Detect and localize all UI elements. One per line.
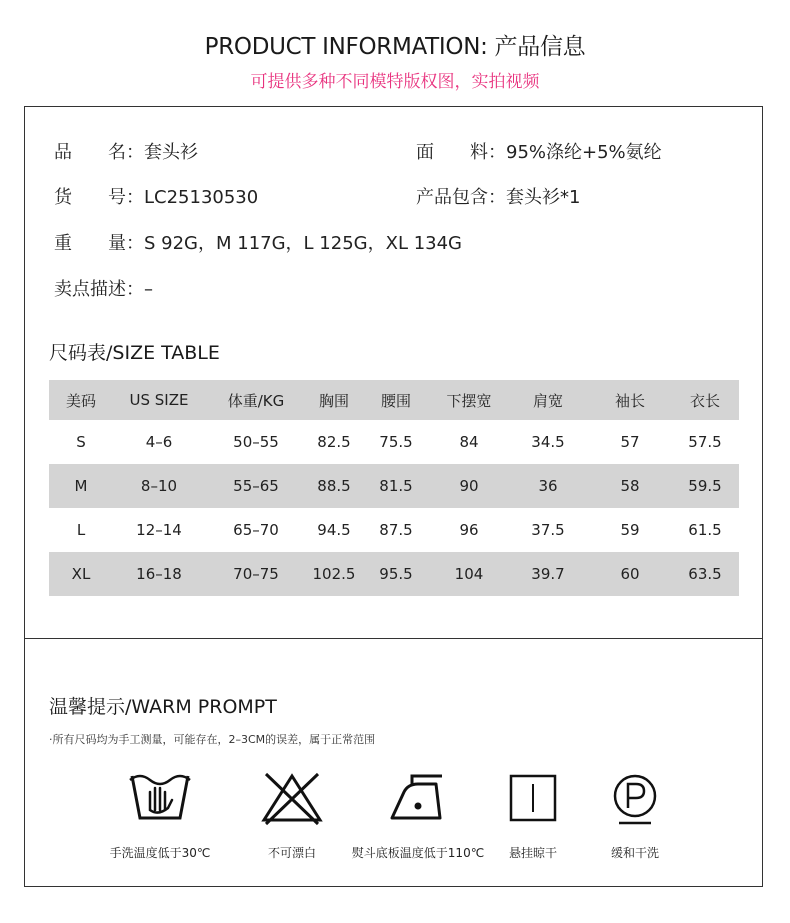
table-cell: 36 <box>507 464 589 508</box>
size-table <box>49 380 739 596</box>
hand-wash-icon <box>90 770 230 826</box>
table-header-row <box>49 380 739 420</box>
table-cell: 57 <box>620 433 640 451</box>
warm-prompt-title: 温馨提示/WARM PROMPT <box>49 696 277 718</box>
sku-label: 货 号： <box>54 187 144 208</box>
table-cell: 8–10 <box>113 464 205 508</box>
table-cell: 96 <box>459 521 479 539</box>
table-cell: 59.5 <box>671 464 739 508</box>
table-cell: 50–55 <box>233 433 279 451</box>
column-header: 衣长 <box>671 380 739 420</box>
dry-clean-p-icon <box>565 770 705 826</box>
table-row <box>49 420 739 464</box>
table-cell: 94.5 <box>317 521 351 539</box>
contents-row <box>416 183 580 209</box>
fabric-row <box>416 138 662 164</box>
table-cell: S <box>76 433 86 451</box>
table-cell: 102.5 <box>307 552 361 596</box>
section-divider <box>24 638 763 639</box>
table-cell: 58 <box>589 464 671 508</box>
table-cell: 81.5 <box>361 464 431 508</box>
fabric-label: 面 料： <box>416 142 506 163</box>
product-name-label: 品 名： <box>54 142 144 163</box>
column-header: US SIZE <box>113 380 205 420</box>
table-cell: 82.5 <box>317 433 351 451</box>
sku-row <box>54 183 258 209</box>
table-cell: 88.5 <box>307 464 361 508</box>
care-item-hand-wash <box>90 770 230 861</box>
column-header: 美码 <box>49 380 113 420</box>
column-header: 腰围 <box>361 380 431 420</box>
table-cell: 60 <box>589 552 671 596</box>
column-header: 肩宽 <box>507 380 589 420</box>
table-cell: 4–6 <box>145 433 173 451</box>
fabric-value: 95%涤纶+5%氨纶 <box>506 142 662 163</box>
table-row <box>49 508 739 552</box>
table-row <box>49 552 739 596</box>
table-cell: 57.5 <box>688 433 722 451</box>
contents-value: 套头衫*1 <box>506 187 581 208</box>
size-table-title: 尺码表/SIZE TABLE <box>49 342 220 364</box>
weight-row <box>54 229 462 255</box>
page-title: PRODUCT INFORMATION: 产品信息 <box>204 34 586 60</box>
care-item-no-bleach <box>222 770 362 861</box>
column-header: 体重/KG <box>205 380 307 420</box>
weight-label: 重 量： <box>54 233 144 254</box>
no-bleach-icon <box>222 770 362 826</box>
table-cell: 39.7 <box>507 552 589 596</box>
care-label: 缓和干洗 <box>610 846 659 860</box>
table-cell: 61.5 <box>688 521 722 539</box>
table-cell: 95.5 <box>361 552 431 596</box>
table-cell: 34.5 <box>531 433 565 451</box>
table-cell: 55–65 <box>205 464 307 508</box>
table-cell: 16–18 <box>113 552 205 596</box>
selling-point-label: 卖点描述： <box>54 279 144 300</box>
column-header: 胸围 <box>307 380 361 420</box>
table-row <box>49 464 739 508</box>
care-label: 悬挂晾干 <box>508 846 557 860</box>
table-cell: 59 <box>620 521 640 539</box>
table-cell: XL <box>49 552 113 596</box>
selling-point-value: – <box>144 279 153 300</box>
care-label: 手洗温度低于30℃ <box>109 846 211 860</box>
table-cell: 70–75 <box>205 552 307 596</box>
table-cell: 87.5 <box>379 521 413 539</box>
contents-label: 产品包含： <box>416 187 506 208</box>
table-cell: 12–14 <box>136 521 182 539</box>
measurement-note: ·所有尺码均为手工测量，可能存在，2–3CM的误差，属于正常范围 <box>49 733 376 746</box>
table-cell: 75.5 <box>379 433 413 451</box>
table-cell: L <box>76 521 86 539</box>
table-cell: 84 <box>459 433 479 451</box>
page-subtitle: 可提供多种不同模特版权图，实拍视频 <box>250 72 540 92</box>
table-cell: 104 <box>431 552 507 596</box>
table-cell: 63.5 <box>671 552 739 596</box>
selling-point-row <box>54 275 153 301</box>
sku-value: LC25130530 <box>144 187 259 208</box>
column-header: 袖长 <box>589 380 671 420</box>
table-cell: 90 <box>431 464 507 508</box>
product-name-value: 套头衫 <box>144 142 198 163</box>
care-item-dry-clean <box>565 770 705 861</box>
product-name-row <box>54 138 198 164</box>
table-cell: 37.5 <box>531 521 565 539</box>
table-cell: M <box>49 464 113 508</box>
column-header: 下摆宽 <box>431 380 507 420</box>
care-label: 不可漂白 <box>267 846 316 860</box>
weight-value: S 92G，M 117G，L 125G，XL 134G <box>144 233 462 254</box>
table-cell: 65–70 <box>233 521 279 539</box>
care-label: 熨斗底板温度低于110℃ <box>351 846 485 860</box>
